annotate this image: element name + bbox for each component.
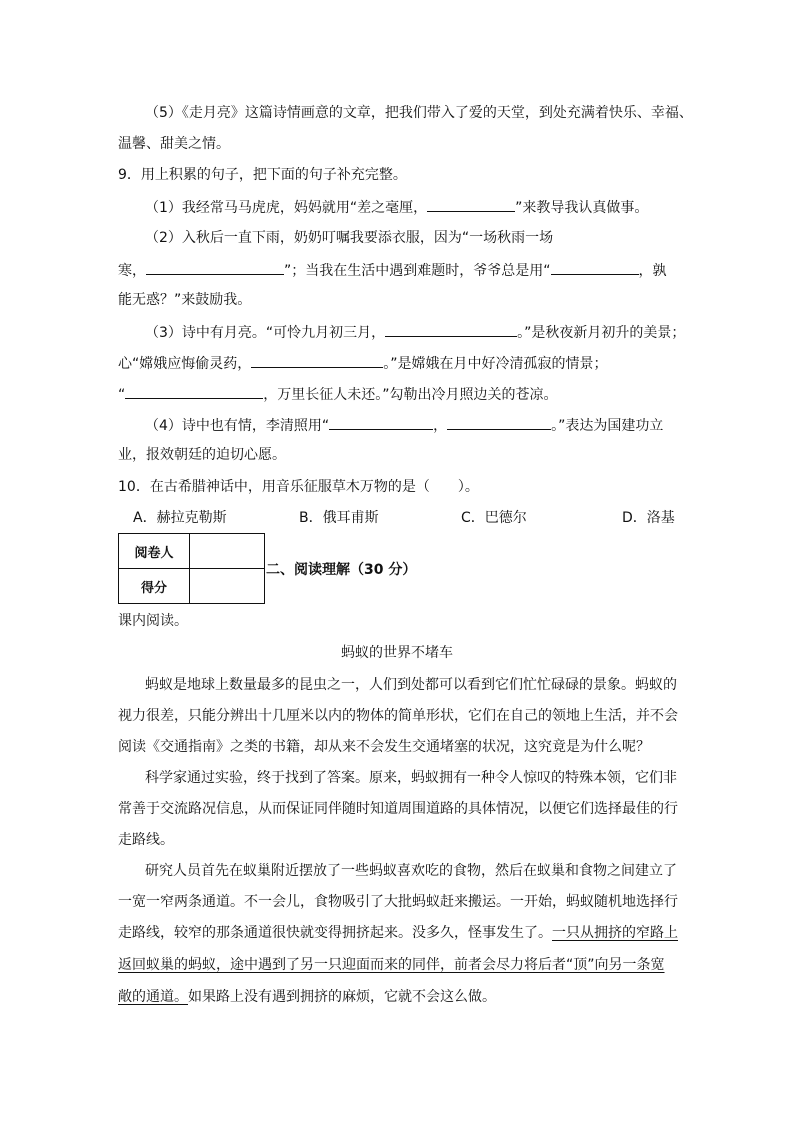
q9-item3-blank-3[interactable] [125,383,263,399]
section-heading: 二、阅读理解（30 分） [266,562,417,578]
q9-item3-text-d: 。”是嫦娥在月中好冷清孤寂的情景； [383,356,608,372]
article-p2-line2: 常善于交流路况信息，从而保证同伴随时知道周围道路的具体情况，以便它们选择最佳的行 [118,801,678,817]
q9-item2-text-a: 寒， [118,263,146,279]
q9-item3-text-e: “ [118,387,126,403]
q9-item2-line3: 能无惑？”来鼓励我。 [118,292,252,308]
q10-option-c[interactable]: C．巴德尔 [461,510,527,526]
q9-item4-line2: 业，报效朝廷的迫切心愿。 [118,447,286,463]
article-p3-line5-text: 如果路上没有遇到拥挤的麻烦，它就不会这么做。 [188,989,496,1005]
underlined-sentence-part2: 返回蚁巢的蚂蚁，途中遇到了另一只迎面而来的同伴，前者会尽力将后者“顶”向另一条宽 [118,957,665,973]
q9-item3-line3 [118,383,558,405]
reviewer-label: 阅卷人 [119,534,190,569]
article-p3-line1: 研究人员首先在蚁巢附近摆放了一些蚂蚁喜欢吃的食物，然后在蚁巢和食物之间建立了 [145,863,677,879]
article-p1-line1: 蚂蚁是地球上数量最多的昆虫之一，人们到处都可以看到它们忙忙碌碌的景象。蚂蚁的 [145,677,677,693]
q9-item2-blank-2[interactable] [551,259,639,275]
q9-item3-line2 [118,352,608,374]
q9-item2-line2 [118,259,667,281]
q9-item4-blank-1[interactable] [329,414,433,430]
q9-item3-text-f: ，万里长征人未还。”勾勒出冷月照边关的苍凉。 [263,387,558,403]
q9-item4-text-c: 。”表达为国建功立 [551,418,664,434]
q9-item3-text-b: 。”是秋夜新月初升的美景； [517,325,686,341]
q9-item4-blank-2[interactable] [447,414,551,430]
q8-item5-line1: （5）《走月亮》这篇诗情画意的文章，把我们带入了爱的天堂，到处充满着快乐、幸福、 [145,105,693,121]
underlined-sentence-part3: 敞的通道。 [118,989,188,1005]
q9-item4-text-b: ， [433,418,448,434]
q9-item2-line1: （2）入秋后一直下雨，奶奶叮嘱我要添衣服，因为“一场秋雨一场 [145,230,554,246]
article-p3-line5 [118,987,496,1007]
q9-item3-blank-2[interactable] [251,352,383,368]
q9-item2-text-b: ”；当我在生活中遇到难题时，爷爷总是用“ [284,263,551,279]
q10-option-a[interactable]: A．赫拉克勒斯 [133,510,227,526]
article-p3-line3 [118,923,678,943]
q9-item4-line1 [145,414,663,436]
q9-item2-text-c: ，孰 [638,263,667,279]
score-table [118,533,265,604]
score-label: 得分 [119,569,190,604]
article-p1-line2: 视力很差，只能分辨出十几厘米以内的物体的简单形状，它们在自己的领地上生活，并不会 [118,708,678,724]
article-p2-line1: 科学家通过实验，终于找到了答案。原来，蚂蚁拥有一种令人惊叹的特殊本领，它们非 [145,770,677,786]
q9-item1-text-a: （1）我经常马马虎虎，妈妈就用“差之毫厘， [145,200,428,216]
section-intro: 课内阅读。 [118,613,188,629]
score-cell[interactable] [190,569,265,604]
q9-item1-text-b: ”来教导我认真做事。 [515,200,649,216]
article-p2-line3: 走路线。 [118,832,174,848]
q9-item4-text-a: （4）诗中也有情，李清照用“ [145,418,330,434]
underlined-sentence-part1: 一只从拥挤的窄路上 [552,925,678,941]
article-p3-line2: 一宽一窄两条通道。不一会儿，食物吸引了大批蚂蚁赶来搬运。一开始，蚂蚁随机地选择行 [118,894,678,910]
q9-title: 9．用上积累的句子，把下面的句子补充完整。 [118,167,407,183]
q9-item3-text-c: 心“嫦娥应悔偷灵药， [118,356,252,372]
reviewer-cell[interactable] [190,534,265,569]
q9-item2-blank-1[interactable] [146,259,284,275]
q9-item1 [145,196,648,218]
q10-option-d[interactable]: D．洛基 [622,510,675,526]
q10-title: 10．在古希腊神话中，用音乐征服草木万物的是（ ）。 [118,479,479,495]
article-p1-line3: 阅读《交通指南》之类的书籍，却从来不会发生交通堵塞的状况，这究竟是为什么呢？ [118,739,650,755]
q9-item1-blank[interactable] [427,196,515,212]
q9-item3-text-a: （3）诗中有月亮。“可怜九月初三月， [145,325,386,341]
q8-item5-line2: 温馨、甜美之情。 [118,136,230,152]
article-p3-line3-text: 走路线，较窄的那条通道很快就变得拥挤起来。没多久，怪事发生了。 [118,925,552,941]
article-title: 蚂蚁的世界不堵车 [341,645,453,661]
q9-item3-blank-1[interactable] [385,321,517,337]
q10-option-b[interactable]: B．俄耳甫斯 [299,510,379,526]
article-p3-line4 [118,955,665,975]
q9-item3-line1 [145,321,685,343]
